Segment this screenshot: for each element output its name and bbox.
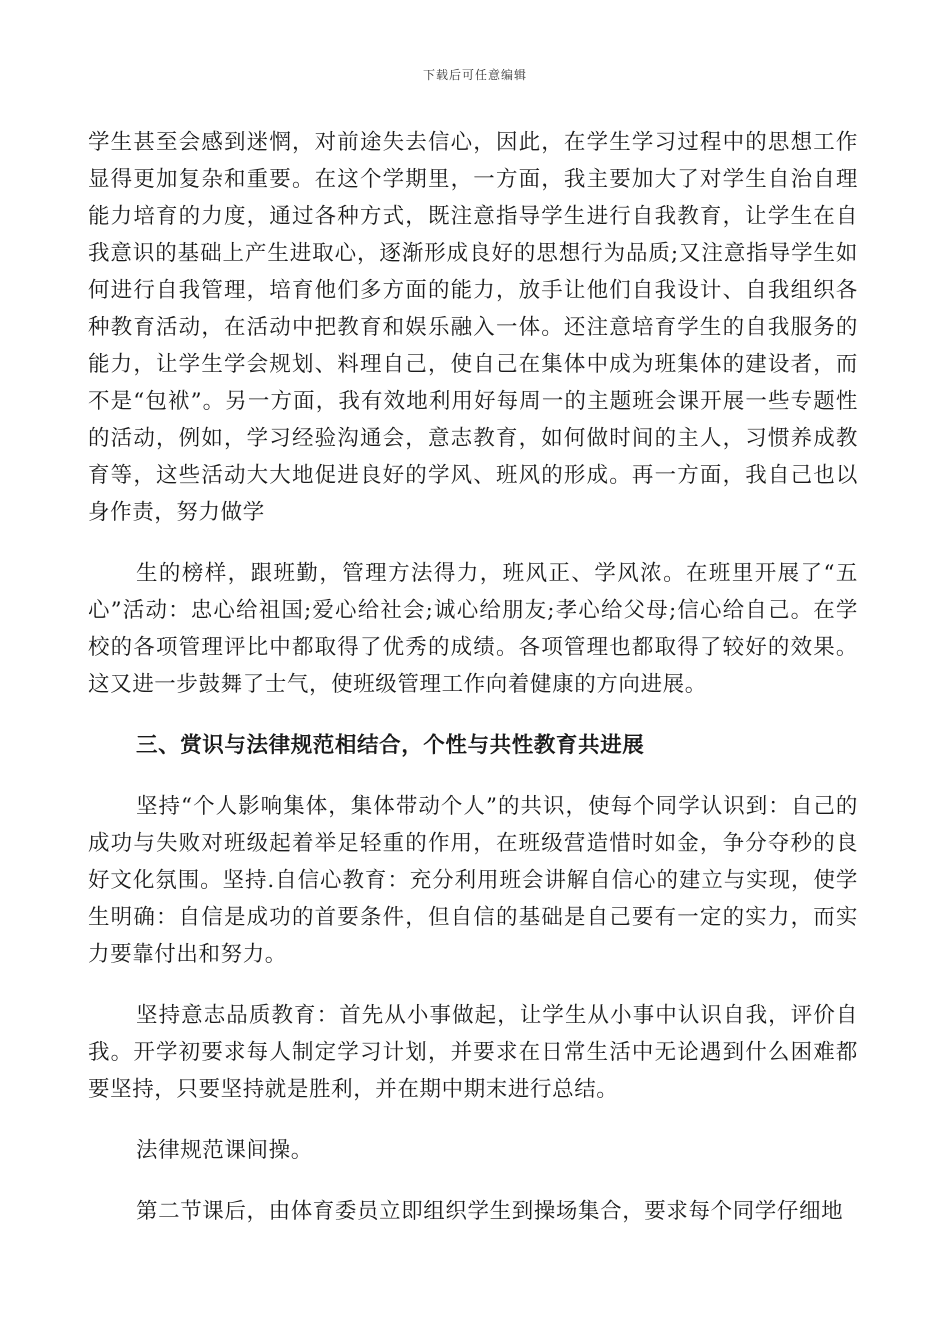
paragraph-gap xyxy=(88,703,858,727)
paragraph-3: 坚持“个人影响集体，集体带动个人”的共识，使每个同学认识到：自己的成功与失败对班级起着举足轻重的作用，在班级营造惜时如金，争分夺秒的良好文化氛围。坚持.自信心教育：充分利用班会讲解自信心的建立与实现，使学生明确：自信是成功的首要条件，但自信的基础是自己要有一定的实力，而实力要靠付出和努力。 xyxy=(88,794,858,967)
document-body xyxy=(88,124,858,1230)
paragraph-gap xyxy=(88,1108,858,1132)
paragraph-2: 生的榜样，跟班勤，管理方法得力，班风正、学风浓。在班里开展了“五心”活动：忠心给祖国;爱心给社会;诚心给朋友;孝心给父母;信心给自己。在学校的各项管理评比中都取得了优秀的成绩。各项管理也都取得了较好的效果。这又进一步鼓舞了士气，使班级管理工作向着健康的方向进展。 xyxy=(88,561,858,697)
paragraph-5: 法律规范课间操。 xyxy=(136,1138,313,1163)
page-header: 下载后可任意编辑 xyxy=(422,68,527,82)
paragraph-gap xyxy=(88,531,858,555)
paragraph-gap xyxy=(88,973,858,997)
paragraph-gap xyxy=(88,1169,858,1193)
paragraph-4: 坚持意志品质教育：首先从小事做起，让学生从小事中认识自我，评价自我。开学初要求每人制定学习计划，并要求在日常生活中无论遇到什么困难都要坚持，只要坚持就是胜利，并在期中期末进行总结。 xyxy=(88,1003,858,1102)
paragraph-6: 第二节课后，由体育委员立即组织学生到操场集合，要求每个同学仔细地 xyxy=(136,1199,844,1224)
section-heading-3: 三、赏识与法律规范相结合，个性与共性教育共进展 xyxy=(136,733,645,758)
paragraph-gap xyxy=(88,764,858,788)
paragraph-1: 学生甚至会感到迷惘，对前途失去信心，因此，在学生学习过程中的思想工作显得更加复杂和重要。在这个学期里，一方面，我主要加大了对学生自治自理能力培育的力度，通过各种方式，既注意指导学生进行自我教育，让学生在自我意识的基础上产生进取心，逐渐形成良好的思想行为品质;又注意指导学生如何进行自我管理，培育他们多方面的能力，放手让他们自我设计、自我组织各种教育活动，在活动中把教育和娱乐融入一体。还注意培育学生的自我服务的能力，让学生学会规划、料理自己，使自己在集体中成为班集体的建设者，而不是“包袱”。另一方面，我有效地利用好每周一的主题班会课开展一些专题性的活动，例如，学习经验沟通会，意志教育，如何做时间的主人，习惯养成教育等，这些活动大大地促进良好的学风、班风的形成。再一方面，我自己也以身作责，努力做学 xyxy=(88,130,858,525)
